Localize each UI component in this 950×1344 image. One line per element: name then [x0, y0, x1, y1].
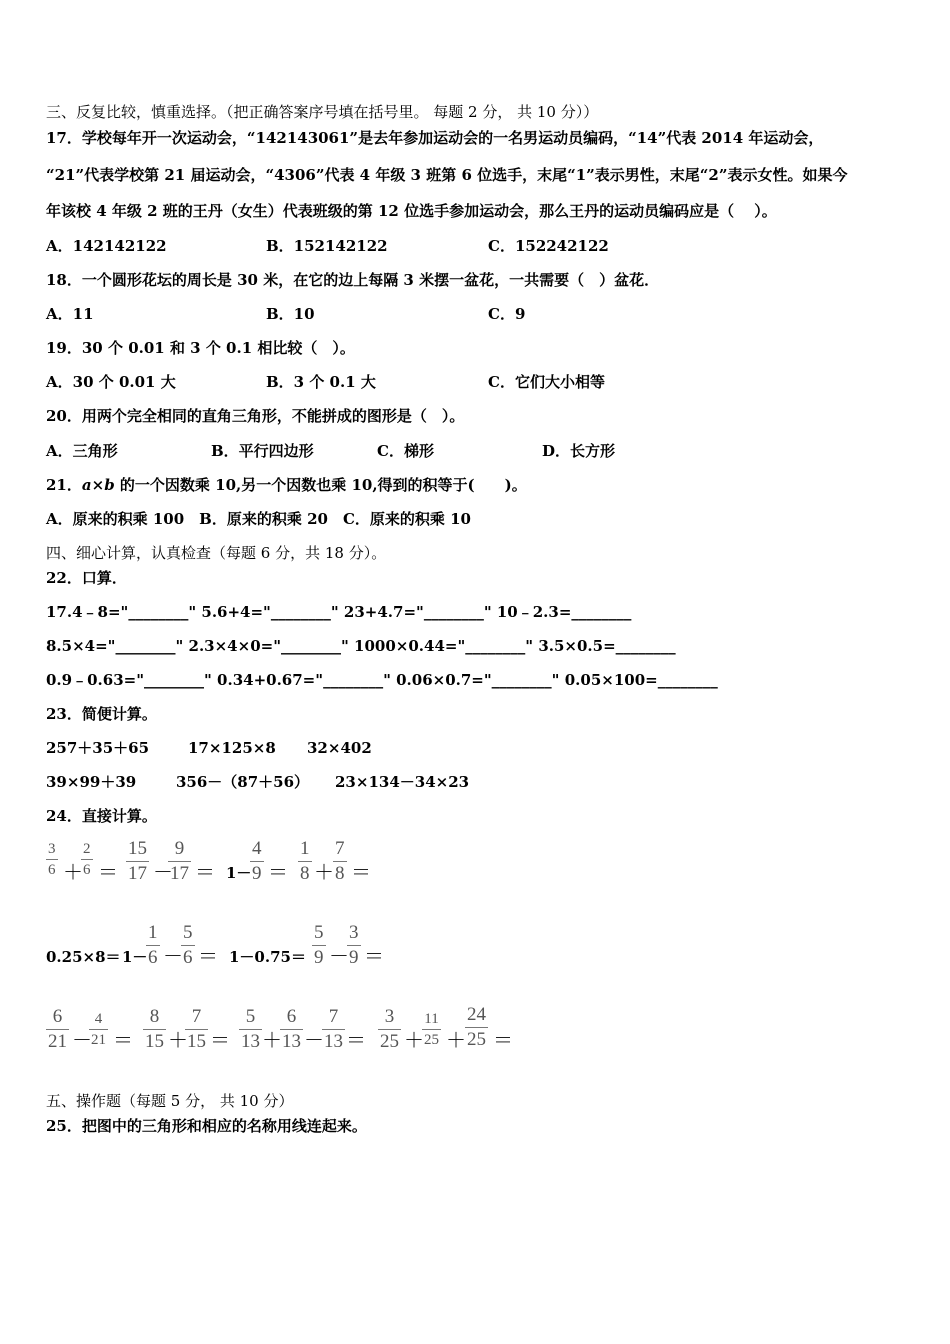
minus-sign: －: [163, 946, 183, 968]
q23-expr-6: 23×134－34×23: [335, 773, 470, 791]
q20-text: 20．用两个完全相同的直角三角形，不能拼成的图形是（ ）。: [46, 407, 465, 425]
q18-text: 18．一个圆形花坛的周长是 30 米，在它的边上每隔 3 米摆一盆花，一共需要（ ）盆花．: [46, 271, 660, 289]
q20-option-d: D．长方形: [542, 442, 616, 460]
equals-sign: ＝: [210, 1030, 230, 1052]
q24-r3-fraction-3: 8 15: [145, 1006, 164, 1052]
q24-r3-fraction-7: 7 13: [324, 1006, 343, 1052]
q24-r3-fraction-10: 24 25: [467, 1004, 486, 1050]
q25-text: 25．把图中的三角形和相应的名称用线连起来。: [46, 1117, 367, 1135]
q24-r1-one-minus: 1－: [226, 864, 252, 882]
section3-header: 三、反复比较，慎重选择。（把正确答案序号填在括号里。 每题 2 分， 共 10 分））: [46, 103, 599, 121]
minus-sign: －: [153, 862, 173, 884]
q19-option-c: C．它们大小相等: [488, 373, 605, 391]
q24-r3-fraction-4: 7 15: [187, 1006, 206, 1052]
q19-text: 19．30 个 0.01 和 3 个 0.1 相比较（ ）。: [46, 339, 355, 357]
q18-option-b: B．10: [266, 305, 315, 323]
q21-var-a: a: [81, 476, 92, 494]
minus-sign: －: [72, 1030, 92, 1052]
q24-r1-fraction-5: 4 9: [252, 838, 262, 884]
equals-sign: ＝: [113, 1030, 133, 1052]
q20-option-c: C．梯形: [377, 442, 434, 460]
equals-sign: ＝: [195, 862, 215, 884]
q18-option-a: A．11: [46, 305, 94, 323]
q24-r3-fraction-6: 6 13: [282, 1006, 301, 1052]
q21-rest: 的一个因数乘 10,另一个因数也乘 10,得到的积等于( )。: [114, 476, 527, 494]
q24-r1-fraction-4: 9 17: [170, 838, 189, 884]
plus-sign: ＋: [168, 1030, 188, 1052]
q24-r2-fraction-2: 5 6: [183, 922, 193, 968]
equals-sign: ＝: [198, 946, 218, 968]
q22-row-2: 8.5×4="________" 2.3×4×0="________" 1000×0.44="________" 3.5×0.5=________: [46, 637, 676, 655]
minus-sign: －: [329, 946, 349, 968]
q23-expr-1: 257＋35＋65: [46, 739, 150, 757]
q24-r1-fraction-1: 3 6: [48, 841, 56, 878]
plus-sign: ＋: [63, 862, 83, 884]
q23-expr-3: 32×402: [307, 739, 372, 757]
q23-expr-2: 17×125×8: [188, 739, 276, 757]
q24-r2-fraction-1: 1 6: [148, 922, 158, 968]
section5-header: 五、操作题（每题 5 分， 共 10 分）: [46, 1092, 294, 1110]
q24-r3-fraction-8: 3 25: [380, 1006, 399, 1052]
q19-option-b: B．3 个 0.1 大: [266, 373, 376, 391]
q24-title: 24．直接计算。: [46, 807, 157, 825]
plus-sign: ＋: [262, 1030, 282, 1052]
q20-option-b: B．平行四边形: [211, 442, 314, 460]
equals-sign: ＝: [351, 862, 371, 884]
q22-row-3: 0.9﹣0.63="________" 0.34+0.67="________" 0.06×0.7="________" 0.05×100=________: [46, 671, 718, 689]
q24-r1-fraction-3: 15 17: [128, 838, 147, 884]
section4-header: 四、细心计算，认真检查（每题 6 分，共 18 分）。: [46, 544, 387, 562]
q23-expr-5: 356－（87＋56）: [176, 773, 310, 791]
q24-r2-expr-1: 0.25×8＝: [46, 948, 121, 966]
q22-row-1: 17.4﹣8="________" 5.6+4="________" 23+4.7="________" 10﹣2.3=________: [46, 603, 632, 621]
q22-title: 22．口算．: [46, 569, 127, 587]
q21-prefix: 21．: [46, 476, 82, 494]
q24-r3-fraction-1: 6 21: [48, 1006, 67, 1052]
q17-line2: “21”代表学校第 21 届运动会，“4306”代表 4 年级 3 班第 6 位选手，末尾“1”表示男性，末尾“2”表示女性。如果今: [46, 166, 848, 184]
q17-option-c: C．152242122: [488, 237, 609, 255]
q24-r2-fraction-3: 5 9: [314, 922, 324, 968]
q24-r3-fraction-9: 11 25: [424, 1011, 439, 1048]
equals-sign: ＝: [98, 862, 118, 884]
plus-sign: ＋: [446, 1030, 466, 1052]
equals-sign: ＝: [268, 862, 288, 884]
equals-sign: ＝: [346, 1030, 366, 1052]
q23-expr-4: 39×99＋39: [46, 773, 137, 791]
q24-r3-fraction-2: 4 21: [91, 1011, 106, 1048]
q17-option-b: B．152142122: [266, 237, 388, 255]
q17-line3: 年该校 4 年级 2 班的王丹（女生）代表班级的第 12 位选手参加运动会，那么王丹的运动员编码应是（ ）。: [46, 202, 777, 220]
q18-option-c: C．9: [488, 305, 526, 323]
q24-r3-fraction-5: 5 13: [241, 1006, 260, 1052]
q24-r1-fraction-2: 2 6: [83, 841, 91, 878]
q23-title: 23．简便计算。: [46, 705, 157, 723]
q24-r2-one-minus: 1－: [122, 948, 148, 966]
q21-text: [46, 475, 527, 495]
plus-sign: ＋: [404, 1030, 424, 1052]
plus-sign: ＋: [314, 862, 334, 884]
q21-options: A．原来的积乘 100 B．原来的积乘 20 C．原来的积乘 10: [46, 510, 471, 528]
q17-option-a: A．142142122: [46, 237, 167, 255]
q24-r2-expr-2: 1－0.75＝: [229, 948, 306, 966]
q21-var-b: b: [104, 476, 115, 494]
equals-sign: ＝: [493, 1030, 513, 1052]
q19-option-a: A．30 个 0.01 大: [46, 373, 176, 391]
q17-line1: 17．学校每年开一次运动会，“142143061”是去年参加运动会的一名男运动员编码，“14”代表 2014 年运动会，: [46, 129, 824, 147]
q24-r1-fraction-6: 1 8: [300, 838, 310, 884]
minus-sign: －: [304, 1030, 324, 1052]
q21-times: ×: [91, 476, 105, 494]
q24-r1-fraction-7: 7 8: [335, 838, 345, 884]
q24-r2-fraction-4: 3 9: [349, 922, 359, 968]
equals-sign: ＝: [364, 946, 384, 968]
q20-option-a: A．三角形: [46, 442, 118, 460]
